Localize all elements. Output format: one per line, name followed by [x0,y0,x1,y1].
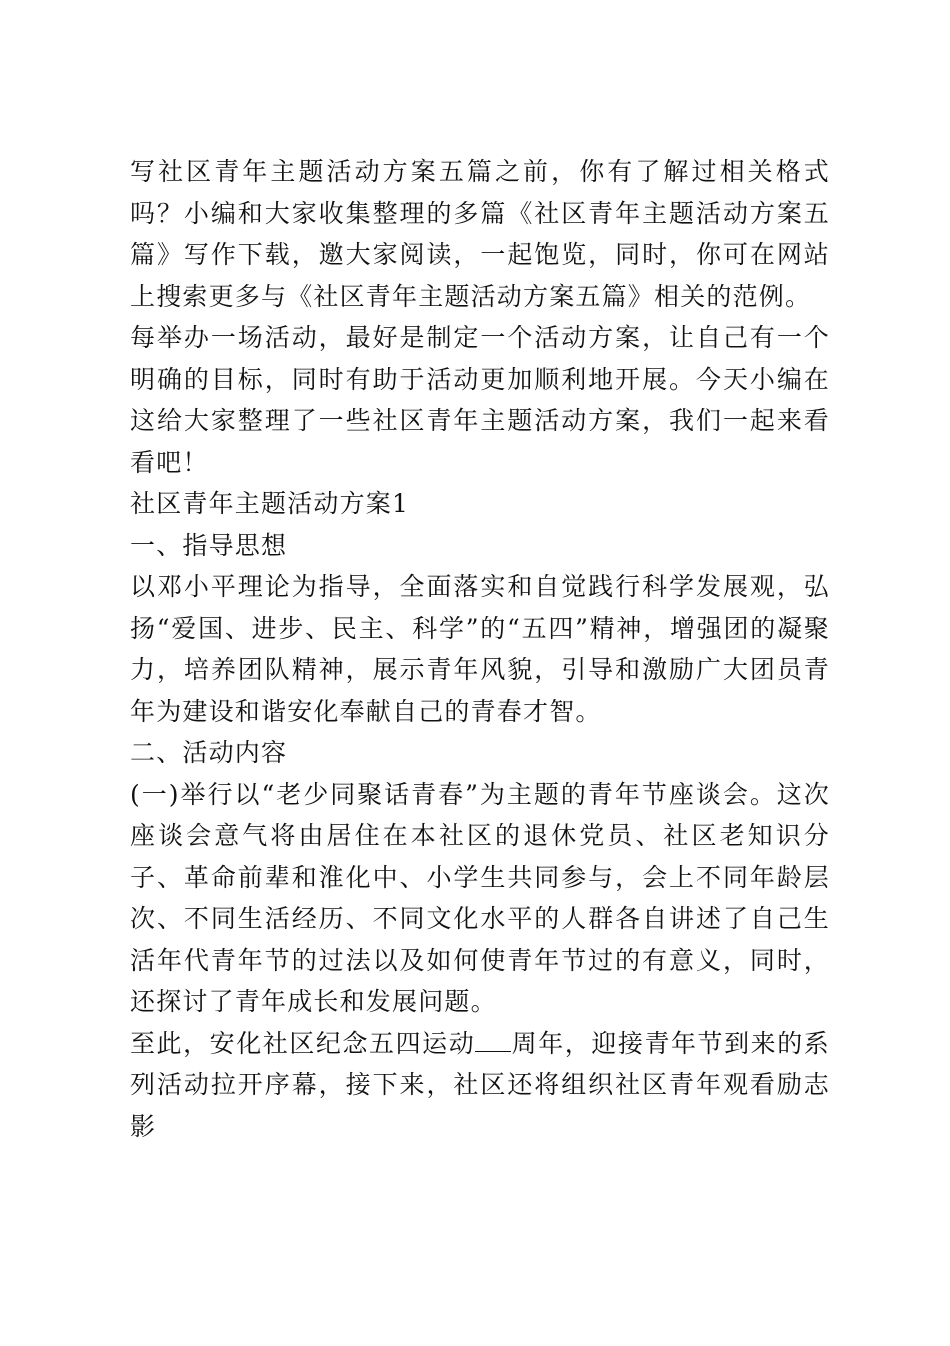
closing-text-part1: 至此，安化社区纪念五四运动 [130,1028,476,1058]
plan-title: 社区青年主题活动方案1 [130,489,410,518]
section1-body: 以邓小平理论为指导，全面落实和自觉践行科学发展观，弘扬“爱国、进步、民主、科学”的“五四”精神，增强团的凝聚力，培养团队精神，展示青年风貌，引导和激励广大团员青年为建设和谐安化奉献自己的青春才智。 [130,572,830,726]
fill-in-blank [475,1029,511,1052]
section2-heading: 二、活动内容 [130,738,288,767]
intro-paragraph: 写社区青年主题活动方案五篇之前，你有了解过相关格式吗？小编和大家收集整理的多篇《社区青年主题活动方案五篇》写作下载，邀大家阅读，一起饱览，同时，你可在网站上搜索更多与《社区青年主题活动方案五篇》相关的范例。 [130,157,830,311]
document-body [130,151,830,1147]
closing-paragraph [130,1023,830,1148]
section1-heading: 一、指导思想 [130,530,288,560]
closing-text-part2: 周年，迎接青年节到来的系列活动拉开序幕，接下来，社区还将组织社区青年观看励志影 [130,1028,830,1141]
section2-item1: (一)举行以“老少同聚话青春”为主题的青年节座谈会。这次座谈会意气将由居住在本社区的退休党员、社区老知识分子、革命前辈和淮化中、小学生共同参与，会上不同年龄层次、不同生活经历、不同文化水平的人群各自讲述了自己生活年代青年节的过法以及如何使青年节过的有意义，同时，还探讨了青年成长和发展问题。 [130,779,830,1016]
preface-paragraph: 每举办一场活动，最好是制定一个活动方案，让自己有一个明确的目标，同时有助于活动更加顺利地开展。今天小编在这给大家整理了一些社区青年主题活动方案，我们一起来看看吧！ [130,323,830,477]
